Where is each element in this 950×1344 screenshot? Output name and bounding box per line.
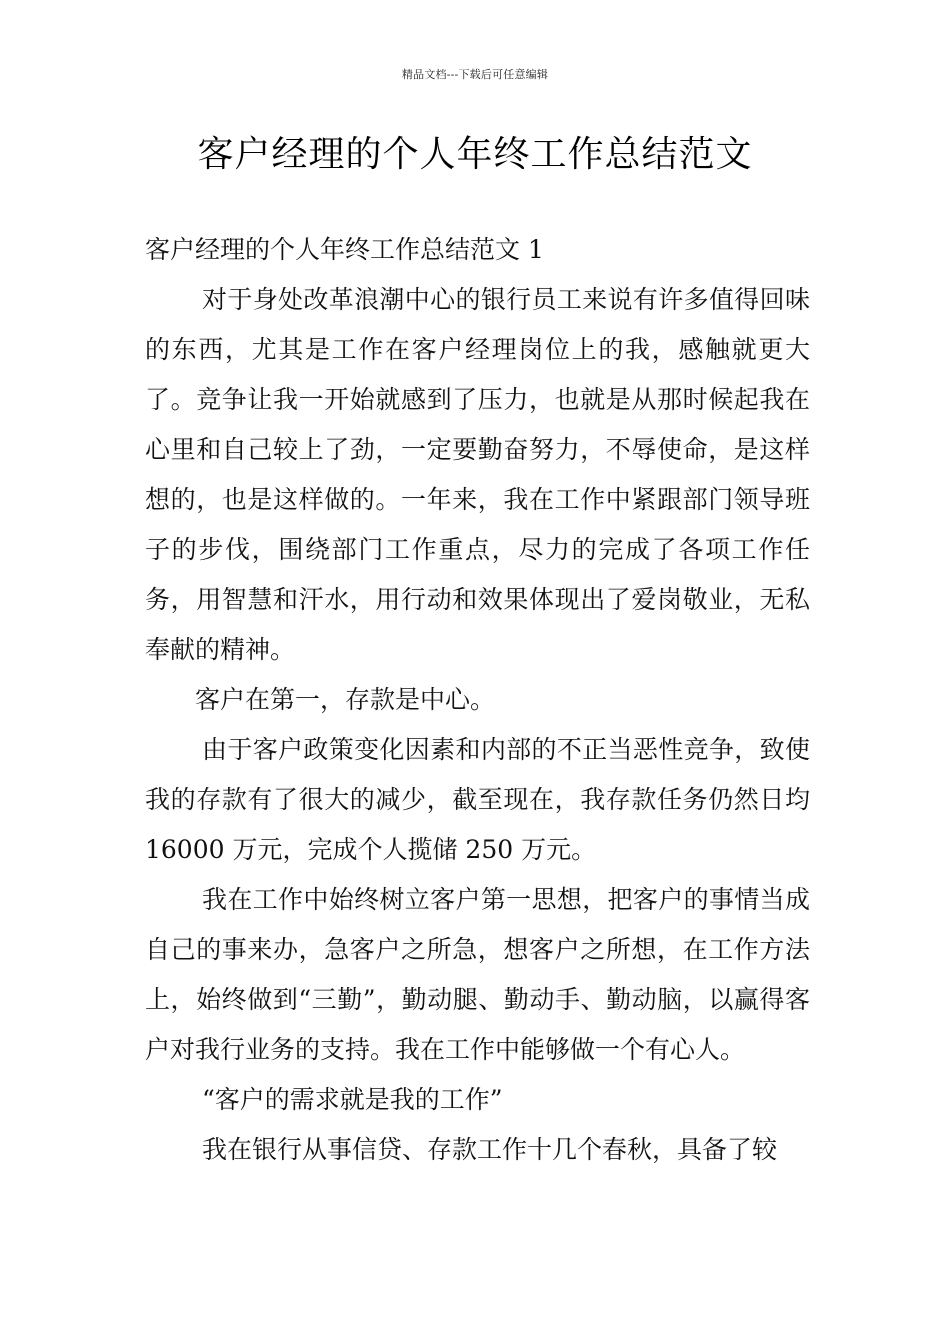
paragraph: 对于身处改革浪潮中心的银行员工来说有许多值得回味的东西，尤其是工作在客户经理岗位上的我，感触就更大了。竞争让我一开始就感到了压力，也就是从那时候起我在心里和自己较上了劲，一定要勤奋努力，不辱使命，是这样想的，也是这样做的。一年来，我在工作中紧跟部门领导班子的步伐，围绕部门工作重点，尽力的完成了各项工作任务，用智慧和汗水，用行动和效果体现出了爱岗敬业，无私奉献的精神。 (145, 285, 810, 664)
document-title: 客户经理的个人年终工作总结范文 (197, 134, 753, 175)
paragraph: 由于客户政策变化因素和内部的不正当恶性竞争，致使我的存款有了很大的减少，截至现在，我存款任务仍然日均 16000 万元，完成个人揽储 250 万元。 (145, 735, 810, 864)
header-note: 精品文档---下载后可任意编辑 (401, 68, 549, 81)
paragraph: “客户的需求就是我的工作” (202, 1085, 503, 1114)
section-heading: 客户经理的个人年终工作总结范文 1 (145, 235, 544, 264)
document-body (145, 225, 810, 1175)
paragraph: 客户在第一，存款是中心。 (195, 685, 496, 714)
paragraph: 我在银行从事信贷、存款工作十几个春秋，具备了较 (202, 1135, 778, 1164)
paragraph: 我在工作中始终树立客户第一思想，把客户的事情当成自己的事来办，急客户之所急，想客户之所想，在工作方法上，始终做到“三勤”，勤动腿、勤动手、勤动脑，以赢得客户对我行业务的支持。我在工作中能够做一个有心人。 (145, 885, 810, 1064)
